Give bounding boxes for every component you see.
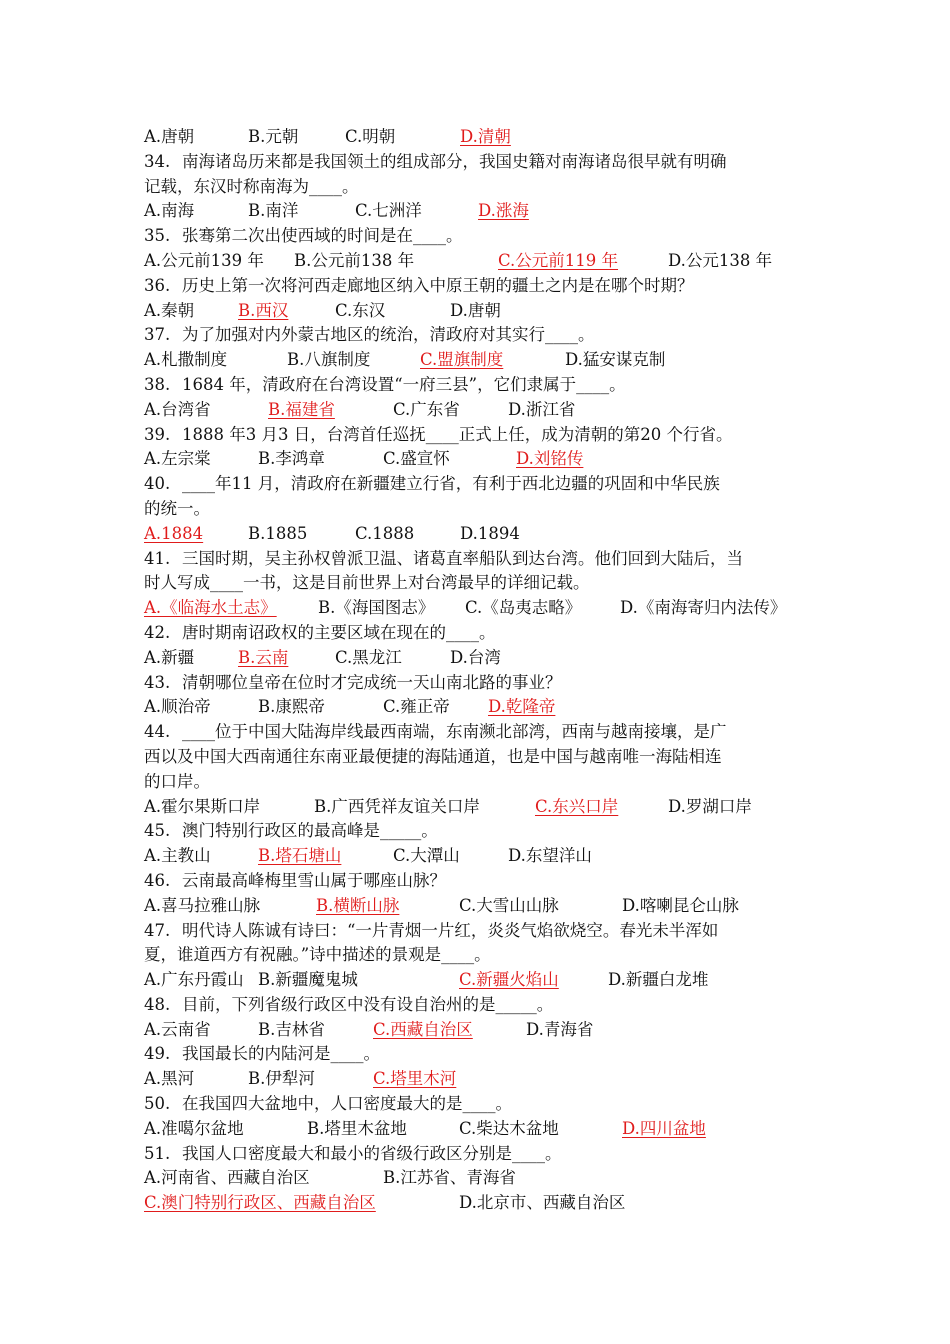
answer-option: D.东望洋山 [508,846,592,866]
question-text-continuation: 的统一。 [144,498,210,518]
question-text: 南海诸岛历来都是我国领土的组成部分，我国史籍对南海诸岛很早就有明确 [182,151,727,171]
question-text: 1888 年3 月3 日，台湾首任巡抚____正式上任，成为清朝的第20 个行省。 [182,424,733,444]
correct-answer-option: C.西藏自治区 [373,1019,473,1039]
question-text: 云南最高峰梅里雪山属于哪座山脉？ [182,870,446,890]
answer-option: C.黑龙江 [335,647,402,667]
correct-answer-option: B.横断山脉 [316,895,400,915]
correct-answer-option: B.福建省 [268,399,335,419]
question-line [0,497,950,522]
answer-option: B.康熙帝 [258,697,325,717]
answer-option: A.公元前139 年 [144,250,264,270]
answer-option: A.南海 [144,201,195,221]
answer-options-row [0,522,950,547]
question-text: 唐时期南诏政权的主要区域在现在的____。 [182,622,496,642]
correct-answer-option: D.刘铭传 [516,449,584,469]
answer-option: A.准噶尔盆地 [144,1118,244,1138]
answer-option: A.河南省、西藏自治区 [144,1168,310,1188]
question-text: 1684 年，清政府在台湾设置“一府三县”，它们隶属于____。 [182,374,626,394]
correct-answer-option: A.1884 [144,523,204,543]
question-text: 三国时期，吴主孙权曾派卫温、诸葛直率船队到达台湾。他们回到大陆后，当 [182,548,743,568]
answer-options-row [0,894,950,919]
answer-option: D.浙江省 [508,399,576,419]
answer-option: C.1888 [355,523,415,543]
question-line [0,274,950,299]
question-text: 在我国四大盆地中，人口密度最大的是____。 [182,1094,512,1114]
answer-option: A.左宗棠 [144,449,211,469]
question-line [0,472,950,497]
question-text: ____年11 月，清政府在新疆建立行省，有利于西北边疆的巩固和中华民族 [182,474,720,494]
answer-option: C.七洲洋 [355,201,422,221]
answer-option: B.吉林省 [258,1019,325,1039]
answer-options-row [0,1117,950,1142]
answer-option: B.伊犁河 [248,1069,315,1089]
question-number: 37. [144,325,171,345]
question-line [0,547,950,572]
answer-option: B.1885 [248,523,308,543]
answer-options-row [0,299,950,324]
question-text: 目前，下列省级行政区中没有设自治州的是_____。 [182,994,554,1014]
answer-option: A.台湾省 [144,399,211,419]
question-number: 45. [144,821,171,841]
correct-answer-option: D.涨海 [478,201,529,221]
question-line [0,745,950,770]
question-number: 44. [144,722,171,742]
answer-options-row [0,695,950,720]
question-line [0,671,950,696]
answer-option: B.塔里木盆地 [307,1118,407,1138]
question-number: 36. [144,275,171,295]
answer-option: B.八旗制度 [287,350,371,370]
correct-answer-option: D.四川盆地 [622,1118,706,1138]
question-text: 清朝哪位皇帝在位时才完成统一天山南北路的事业？ [182,672,562,692]
answer-option: C.雍正帝 [383,697,450,717]
question-line [0,323,950,348]
answer-option: B.李鸿章 [258,449,325,469]
question-line [0,175,950,200]
answer-option: D.罗湖口岸 [668,796,752,816]
question-text-continuation: 西以及中国大西南通往东南亚最便捷的海陆通道，也是中国与越南唯一海陆相连 [144,746,722,766]
answer-options-row [0,1166,950,1191]
answer-options-row [0,199,950,224]
question-line [0,373,950,398]
question-number: 47. [144,920,171,940]
correct-answer-option: C.盟旗制度 [420,350,504,370]
answer-options-row [0,646,950,671]
answer-options-row [0,968,950,993]
answer-option: D.喀喇昆仑山脉 [622,895,739,915]
question-number: 40. [144,474,171,494]
answer-option: B.《海国图志》 [318,598,435,618]
question-line [0,1042,950,1067]
answer-option: C.大雪山山脉 [459,895,559,915]
answer-options-row [0,1191,950,1216]
answer-options-row [0,447,950,472]
question-number: 49. [144,1044,171,1064]
answer-option: D.青海省 [526,1019,594,1039]
answer-option: D.公元138 年 [668,250,773,270]
question-text: 历史上第一次将河西走廊地区纳入中原王朝的疆土之内是在哪个时期？ [182,275,694,295]
answer-option: B.新疆魔鬼城 [258,970,358,990]
question-line [0,919,950,944]
question-line [0,869,950,894]
answer-option: C.广东省 [393,399,460,419]
answer-options-row [0,795,950,820]
question-number: 51. [144,1143,171,1163]
answer-options-row [0,348,950,373]
answer-option: A.主教山 [144,846,211,866]
question-number: 48. [144,994,171,1014]
question-number: 50. [144,1094,171,1114]
answer-options-row [0,1067,950,1092]
question-line [0,1092,950,1117]
answer-options-row [0,249,950,274]
answer-options-row [0,844,950,869]
answer-option: D.《南海寄归内法传》 [620,598,787,618]
correct-answer-option: C.东兴口岸 [535,796,619,816]
question-line [0,1142,950,1167]
answer-option: A.广东丹霞山 [144,970,244,990]
question-number: 38. [144,374,171,394]
question-line [0,621,950,646]
question-text-continuation: 记载，东汉时称南海为____。 [144,176,359,196]
correct-answer-option: B.云南 [238,647,289,667]
correct-answer-option: D.清朝 [460,127,511,146]
answer-option: C.明朝 [345,127,396,146]
exam-document [0,125,950,1216]
question-text: 澳门特别行政区的最高峰是_____。 [182,821,438,841]
correct-answer-option: A.《临海水土志》 [144,598,277,618]
question-line [0,720,950,745]
question-text: ____位于中国大陆海岸线最西南端，东南濒北部湾，西南与越南接壤，是广 [182,722,727,742]
answer-option: A.云南省 [144,1019,211,1039]
question-number: 35. [144,226,171,246]
correct-answer-option: C.澳门特别行政区、西藏自治区 [144,1193,376,1213]
answer-option: A.札撒制度 [144,350,228,370]
answer-options-row [0,125,950,150]
answer-option: B.元朝 [248,127,299,146]
question-line [0,943,950,968]
answer-option: D.新疆白龙堆 [608,970,709,990]
answer-option: D.1894 [460,523,520,543]
answer-option: C.《岛夷志略》 [465,598,582,618]
answer-option: A.霍尔果斯口岸 [144,796,261,816]
question-line [0,224,950,249]
answer-option: A.顺治帝 [144,697,211,717]
question-line [0,770,950,795]
answer-option: A.秦朝 [144,300,195,320]
answer-option: D.台湾 [450,647,501,667]
answer-options-row [0,596,950,621]
question-text: 明代诗人陈诚有诗曰：“一片青烟一片红，炎炎气焰欲烧空。春光未半浑如 [182,920,719,940]
answer-option: C.东汉 [335,300,386,320]
question-text-continuation: 的口岸。 [144,771,210,791]
question-number: 41. [144,548,171,568]
answer-option: A.喜马拉雅山脉 [144,895,261,915]
answer-options-row [0,398,950,423]
question-number: 43. [144,672,171,692]
answer-option: B.南洋 [248,201,299,221]
answer-option: B.广西凭祥友谊关口岸 [314,796,480,816]
question-line [0,819,950,844]
answer-option: B.公元前138 年 [294,250,415,270]
question-text-continuation: 时人写成____一书，这是目前世界上对台湾最早的详细记载。 [144,573,590,593]
correct-answer-option: C.新疆火焰山 [459,970,559,990]
answer-option: C.柴达木盆地 [459,1118,559,1138]
answer-option: D.猛安谋克制 [565,350,666,370]
question-text: 我国最长的内陆河是____。 [182,1044,380,1064]
correct-answer-option: B.西汉 [238,300,289,320]
answer-option: A.唐朝 [144,127,195,146]
question-line [0,423,950,448]
answer-option: C.大潭山 [393,846,460,866]
question-text-continuation: 夏，谁道西方有祝融。”诗中描述的景观是____。 [144,945,491,965]
question-line [0,571,950,596]
question-line [0,993,950,1018]
question-number: 34. [144,151,171,171]
correct-answer-option: B.塔石塘山 [258,846,342,866]
correct-answer-option: C.塔里木河 [373,1069,457,1089]
answer-option: A.黑河 [144,1069,195,1089]
answer-option: A.新疆 [144,647,195,667]
question-text: 我国人口密度最大和最小的省级行政区分别是____。 [182,1143,562,1163]
question-number: 46. [144,870,171,890]
question-text: 为了加强对内外蒙古地区的统治，清政府对其实行____。 [182,325,595,345]
answer-option: C.盛宣怀 [383,449,450,469]
answer-options-row [0,1018,950,1043]
answer-option: B.江苏省、青海省 [383,1168,516,1188]
question-number: 42. [144,622,171,642]
question-text: 张骞第二次出使西域的时间是在____。 [182,226,463,246]
answer-option: D.唐朝 [450,300,501,320]
correct-answer-option: C.公元前119 年 [498,250,619,270]
answer-option: D.北京市、西藏自治区 [459,1193,626,1213]
question-line [0,150,950,175]
question-number: 39. [144,424,171,444]
correct-answer-option: D.乾隆帝 [488,697,556,717]
